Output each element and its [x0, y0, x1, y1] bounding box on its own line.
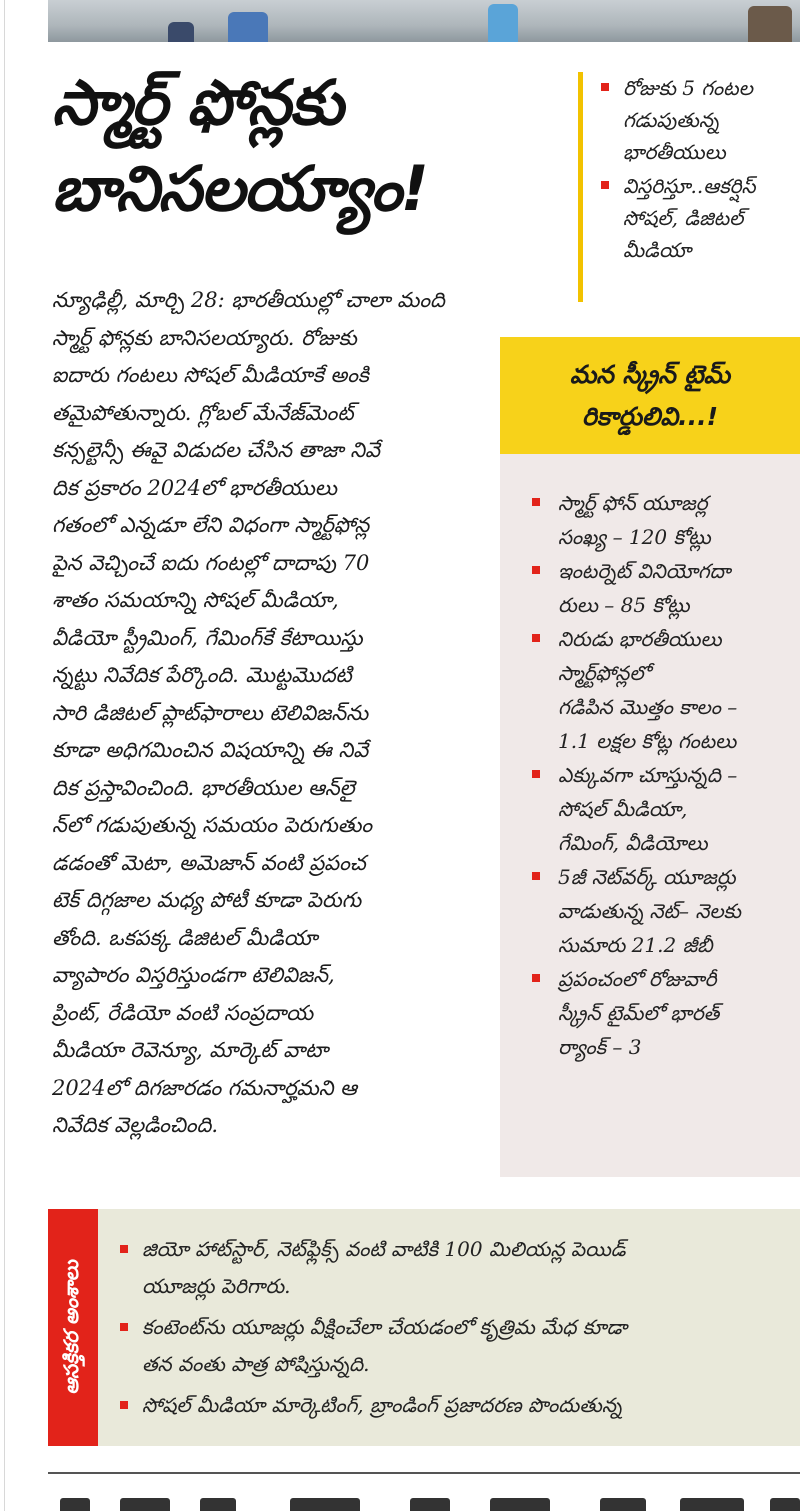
stats-item: స్మార్ట్ ఫోన్ యూజర్ల సంఖ్య – 120 కోట్లు	[530, 486, 800, 554]
highlight-item: విస్తరిస్తూ..ఆకర్షిస్ సోషల్, డిజిటల్ మీడియా	[601, 170, 800, 266]
stats-list	[500, 454, 800, 1064]
highlight-item: రోజుకు 5 గంటల గడుపుతున్న భారతీయులు	[601, 72, 800, 168]
stats-item: ఇంటర్నెట్ వినియోగదా రులు – 85 కోట్లు	[530, 554, 800, 622]
interesting-facts-box	[48, 1209, 800, 1446]
photo-figure	[228, 12, 268, 42]
photo-figure	[168, 22, 194, 42]
headline: స్మార్ట్ ఫోన్లకు బానిసలయ్యాం!	[52, 66, 428, 225]
interesting-facts-label: ఆసక్తికర అంశాలు	[58, 1260, 83, 1395]
stats-item: నిరుడు భారతీయులు స్మార్ట్‌ఫోన్లలో గడిపిన మొత్తం కాలం – 1.1 లక్షల కోట్ల గంటలు	[530, 622, 800, 758]
fact-item: జియో హాట్‌స్టార్, నెట్‌ఫ్లిక్స్ వంటి వాటికి 100 మిలియన్ల పెయిడ్ యూజర్లు పెరిగారు.	[120, 1231, 800, 1305]
fact-item: కంటెంట్‌ను యూజర్లు వీక్షించేలా చేయడంలో కృత్రిమ మేధ కూడా తన వంతు పాత్ర పోషిస్తున్నది.	[120, 1309, 800, 1383]
interesting-facts-tab	[48, 1209, 98, 1446]
stats-box	[500, 337, 800, 1177]
interesting-facts-list	[48, 1209, 800, 1424]
stats-item: 5జీ నెట్‌వర్క్ యూజర్లు వాడుతున్న నెట్– నెలకు సుమారు 21.2 జీబీ	[530, 860, 800, 962]
fact-item: సోషల్ మీడియా మార్కెటింగ్, బ్రాండింగ్ ప్రజాదరణ పొందుతున్న	[120, 1387, 800, 1424]
highlights-list	[601, 72, 800, 266]
news-photo	[48, 0, 800, 42]
article-body: న్యూఢిల్లీ, మార్చి 28: భారతీయుల్లో చాలా మంది స్మార్ట్ ఫోన్లకు బానిసలయ్యారు. రోజుకు ఐదారు గంటలు సోషల్ మీడియాకే అంకి తమైపోతున్నారు. గ్లోబల్ మేనేజ్‌మెంట్ కన్సల్టెన్సీ ఈవై విడుదల చేసిన తాజా నివే దిక ప్రకారం 2024లో భారతీయులు గతంలో ఎన్నడూ లేని విధంగా స్మార్ట్‌ఫోన్ల పైన వెచ్చించే ఐదు గంటల్లో దాదాపు 70 శాతం సమయాన్ని సోషల్ మీడియా, వీడియో స్ట్రీమింగ్, గేమింగ్‌కే కేటాయిస్తు న్నట్టు నివేదిక పేర్కొంది. మొట్టమొదటి సారి డిజిటల్ ప్లాట్‌ఫారాలు టెలివిజన్‌ను కూడా అధిగమించిన విషయాన్ని ఈ నివే దిక ప్రస్తావించింది. భారతీయుల ఆన్‌లై న్‌లో గడుపుతున్న సమయం పెరుగుతుం డడంతో మెటా, అమెజాన్ వంటి ప్రపంచ టెక్ దిగ్గజాల మధ్య పోటీ కూడా పెరుగు తోంది. ఒకపక్క డిజిటల్ మీడియా వ్యాపారం విస్తరిస్తుండగా టెలివిజన్, ప్రింట్, రేడియో వంటి సంప్రదాయ మీడియా రెవెన్యూ, మార్కెట్ వాటా 2024లో దిగజారడం గమనార్హమని ఆ నివేదిక వెల్లడించింది.	[52, 288, 445, 1137]
page-edge-rule	[4, 0, 5, 1511]
section-divider	[48, 1472, 800, 1474]
stats-item: ప్రపంచంలో రోజువారీ స్క్రీన్ టైమ్‌లో భారత్ ర్యాంక్ – 3	[530, 962, 800, 1064]
highlights-panel	[578, 72, 800, 302]
stats-title: మన స్క్రీన్ టైమ్ రికార్డులివి...!	[500, 337, 800, 454]
photo-figure	[748, 6, 792, 42]
stats-item: ఎక్కువగా చూస్తున్నది – సోషల్ మీడియా, గేమింగ్, వీడియోలు	[530, 758, 800, 860]
next-article-cutoff	[60, 1494, 800, 1511]
photo-figure	[488, 4, 518, 42]
